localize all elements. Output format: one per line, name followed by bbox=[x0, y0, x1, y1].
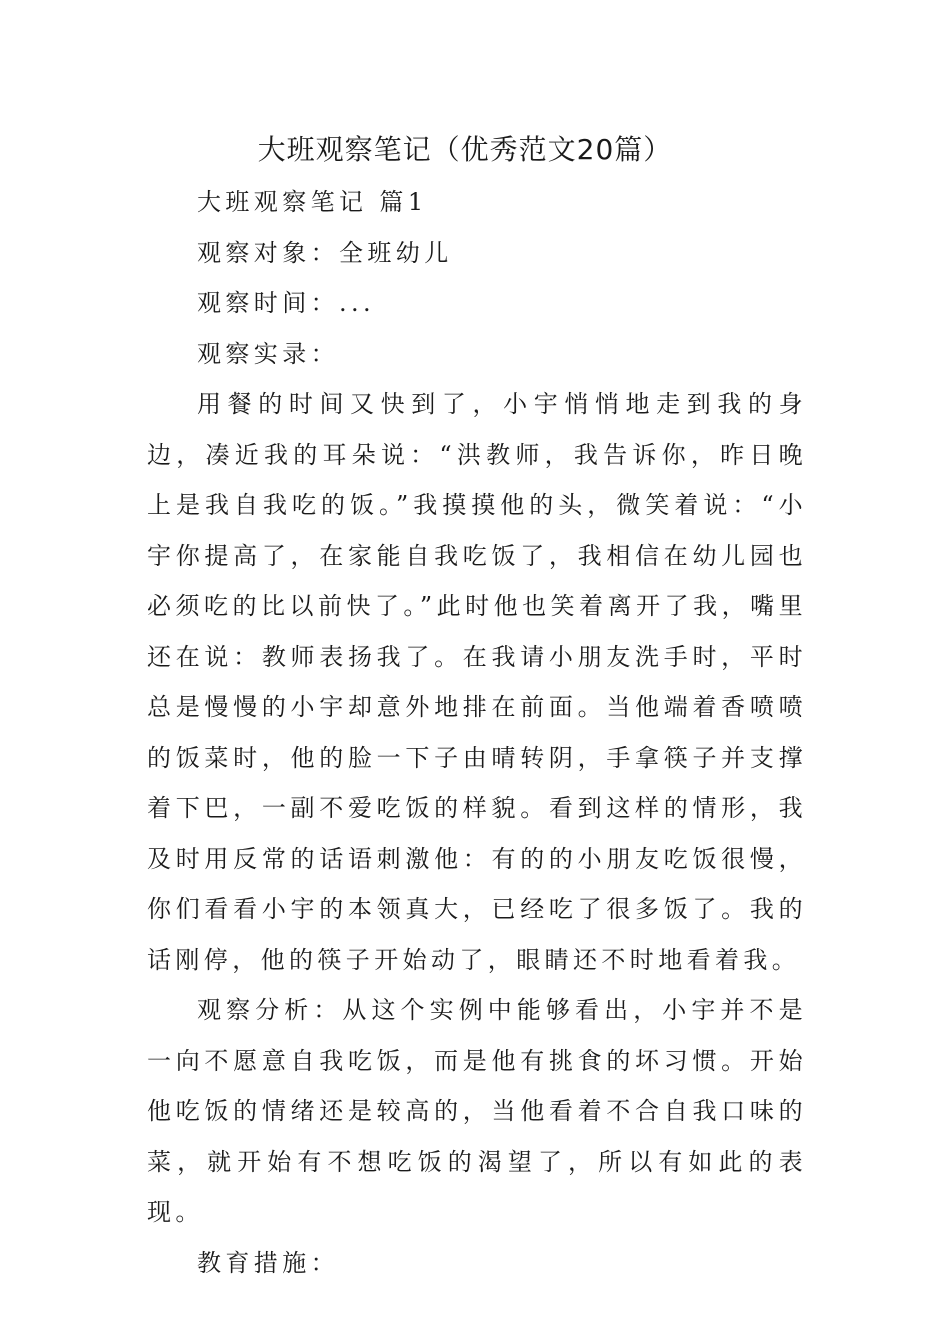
observation-time: 观察时间：... bbox=[197, 289, 376, 317]
observation-analysis: 观察分析：从这个实例中能够看出，小宇并不是一向不愿意自我吃饭，而是他有挑食的坏习惯。开始他吃饭的情绪还是较高的，当他看着不合自我口味的菜，就开始有不想吃饭的渴望了，所以有如此的表现。 bbox=[147, 996, 807, 1226]
observation-record-text: 用餐的时间又快到了，小宇悄悄地走到我的身边，凑近我的耳朵说：“洪教师，我告诉你，昨日晚上是我自我吃的饭。”我摸摸他的头，微笑着说：“小宇你提高了，在家能自我吃饭了，我相信在幼儿园也必须吃的比以前快了。”此时他也笑着离开了我，嘴里还在说：教师表扬我了。在我请小朋友洗手时，平时总是慢慢的小宇却意外地排在前面。当他端着香喷喷的饭菜时，他的脸一下子由晴转阴，手拿筷子并支撑着下巴，一副不爱吃饭的样貌。看到这样的情形，我及时用反常的话语刺激他：有的的小朋友吃饭很慢，你们看看小宇的本领真大，已经吃了很多饭了。我的话刚停，他的筷子开始动了，眼睛还不时地看着我。 bbox=[147, 390, 807, 974]
document-body bbox=[147, 177, 807, 1288]
observation-subject: 观察对象：全班幼儿 bbox=[197, 238, 453, 267]
document-title: 大班观察笔记（优秀范文20篇） bbox=[257, 133, 673, 166]
observation-record-label: 观察实录： bbox=[197, 339, 339, 368]
section-heading: 大班观察笔记 篇1 bbox=[197, 188, 428, 216]
education-measures-label: 教育措施： bbox=[197, 1248, 339, 1277]
